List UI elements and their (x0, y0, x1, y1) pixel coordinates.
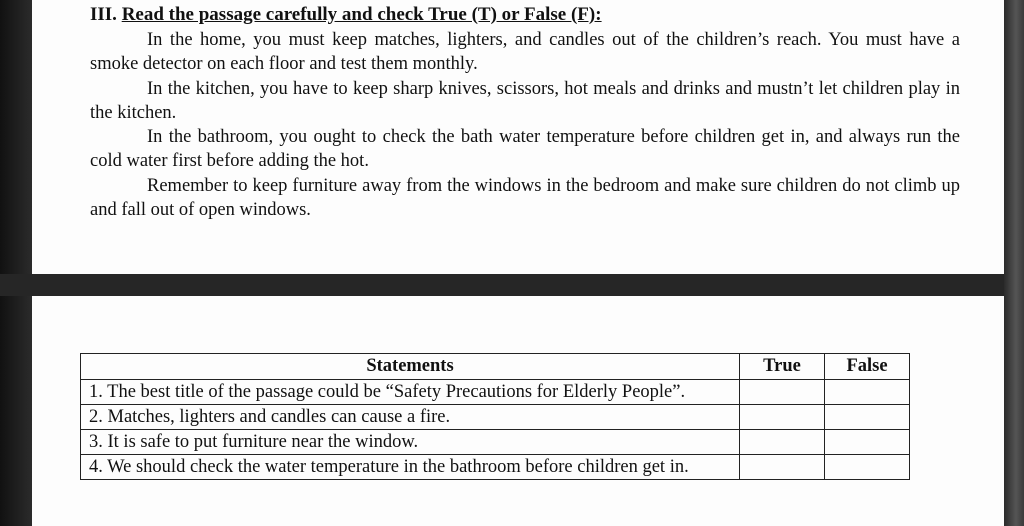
page-gap (0, 274, 1004, 296)
passage-paragraph: In the bathroom, you ought to check the bath water temperature before children get in, and always run the cold water first before adding the hot. (90, 127, 960, 172)
passage-paragraph: In the home, you must keep matches, lighters, and candles out of the children’s reach. You must have a smoke detector on each floor and test them monthly. (90, 30, 960, 75)
passage-paragraph: Remember to keep furniture away from the windows in the bedroom and make sure children do not climb up and fall out of open windows. (90, 175, 960, 221)
desk-background-right (1004, 0, 1024, 526)
statement-cell: 4. We should check the water temperature in the bathroom before children get in. (81, 455, 740, 480)
reading-passage (90, 28, 960, 222)
desk-background-left (0, 0, 32, 526)
false-header: False (825, 354, 910, 380)
section-heading (90, 4, 602, 26)
true-answer-cell[interactable] (740, 380, 825, 405)
false-answer-cell[interactable] (825, 405, 910, 430)
section-number: III. (90, 4, 117, 25)
true-answer-cell[interactable] (740, 455, 825, 480)
statements-header: Statements (81, 354, 740, 380)
true-answer-cell[interactable] (740, 405, 825, 430)
table-row (81, 430, 910, 455)
false-answer-cell[interactable] (825, 380, 910, 405)
table-row (81, 380, 910, 405)
false-answer-cell[interactable] (825, 430, 910, 455)
false-answer-cell[interactable] (825, 455, 910, 480)
statement-cell: 2. Matches, lighters and candles can cause a fire. (81, 405, 740, 430)
true-answer-cell[interactable] (740, 430, 825, 455)
table-row (81, 455, 910, 480)
passage-paragraph: In the kitchen, you have to keep sharp knives, scissors, hot meals and drinks and mustn’t let children play in the kitchen. (90, 78, 960, 123)
statement-cell: 3. It is safe to put furniture near the window. (81, 430, 740, 455)
true-false-table (80, 353, 910, 480)
section-instruction: Read the passage carefully and check True (T) or False (F): (121, 4, 602, 25)
true-header: True (740, 354, 825, 380)
statement-cell: 1. The best title of the passage could be “Safety Precautions for Elderly People”. (81, 380, 740, 405)
table-header-row (81, 354, 910, 380)
table-row (81, 405, 910, 430)
